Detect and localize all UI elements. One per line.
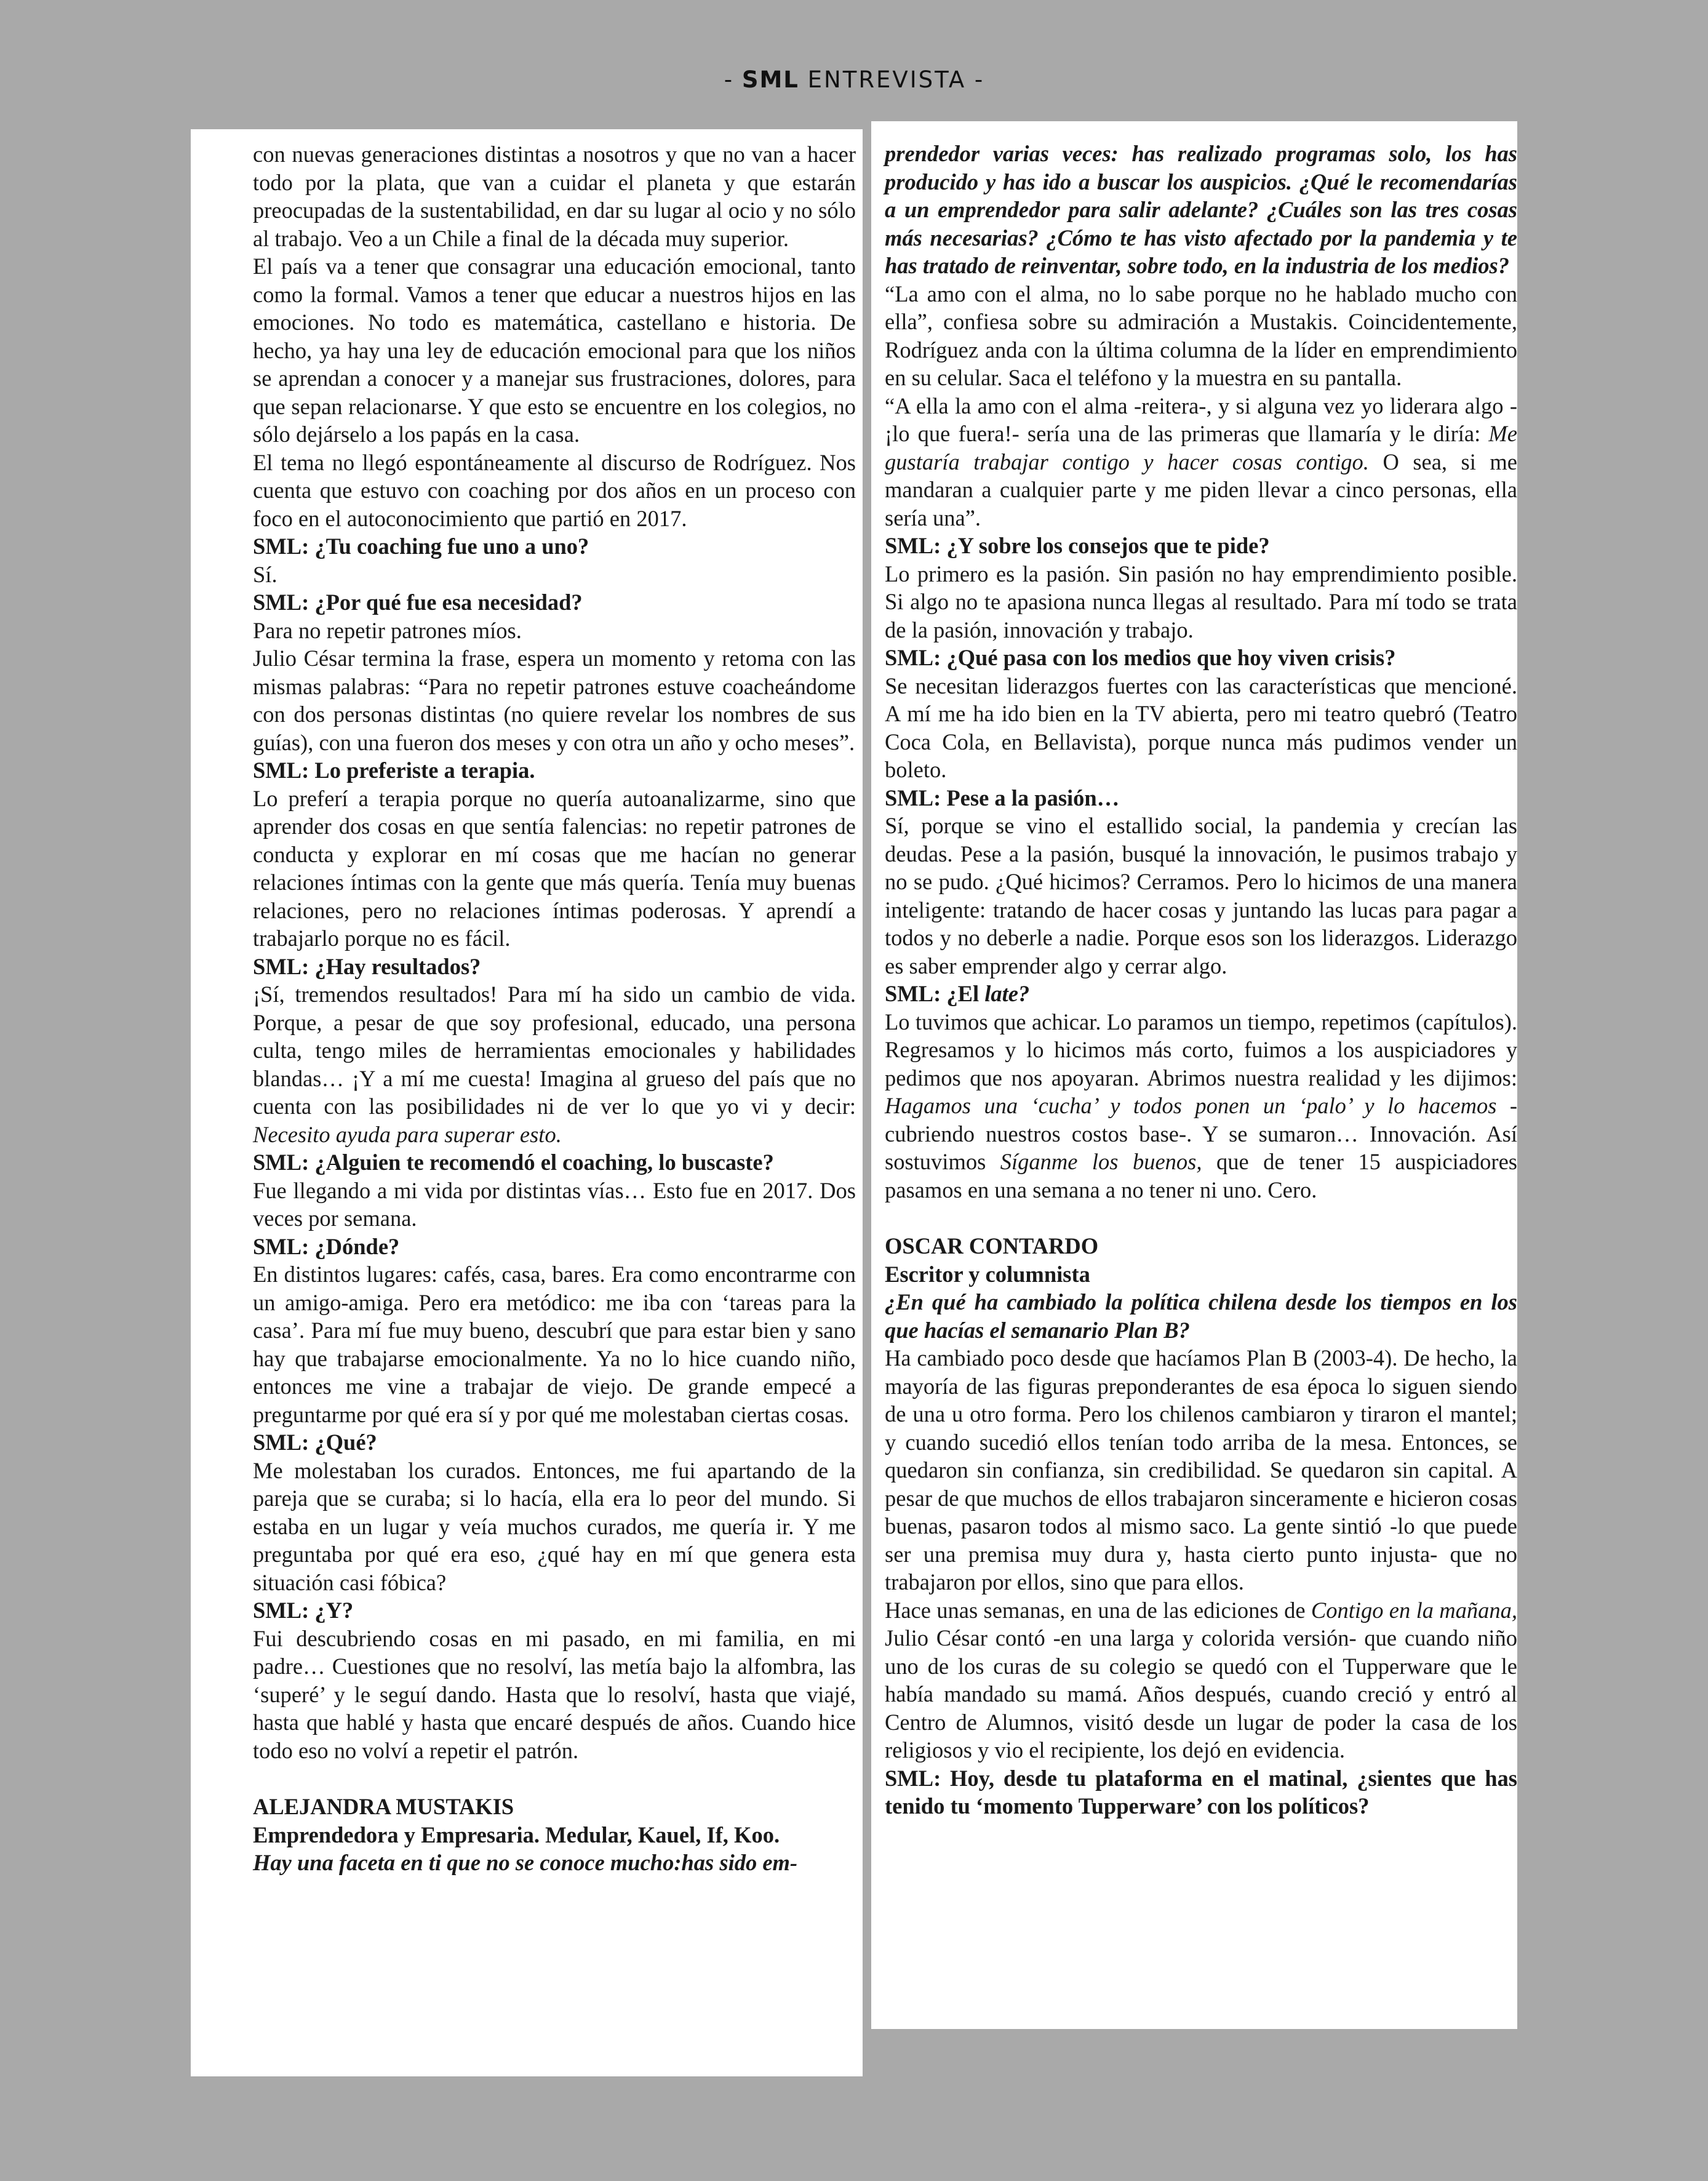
page-header bbox=[0, 66, 1708, 93]
interview-answer: Sí, porque se vino el estallido social, la pandemia y crecían las deudas. Pese a la pasión, busqué la innovación, le pusimos trabajo y no se pudo. ¿Qué hicimos? Cerramos. Pero lo hicimos de una manera inteligente: tratando de hacer cosas y juntando las lucas para pagar a todos y no deberle a nadie. Porque esos son los liderazgos. Liderazgo es saber emprender algo y cerrar algo. bbox=[885, 813, 1517, 978]
interview-question: SML: Lo preferiste a terapia. bbox=[253, 758, 535, 783]
interview-answer: Lo primero es la pasión. Sin pasión no hay emprendimiento posible. Si algo no te apasiona nunca llegas al resultado. Para mí todo se trata de la pasión, innovación y trabajo. bbox=[885, 561, 1517, 642]
interview-question bbox=[885, 980, 1517, 1008]
interview-answer: En distintos lugares: cafés, casa, bares. Era como encontrarme con un amigo-amiga. Pero era metódico: me iba con ‘tareas para la casa’. Para mí fue muy bueno, descubrí que para estar bien y sano hay que trabajarse emocionalmente. Ya no lo hice cuando niño, entonces me vine a trabajar de viejo. De grande empecé a preguntarme por qué era sí y por qué me molestaban ciertas cosas. bbox=[253, 1262, 856, 1427]
interview-question: SML: Hoy, desde tu plataforma en el matinal, ¿sientes que has tenido tu ‘momento Tupperware’ con los políticos? bbox=[885, 1765, 1517, 1819]
answer-text: Lo tuvimos que achicar. Lo paramos un tiempo, repetimos (capítulos). Regresamos y lo hicimos más corto, fuimos a los auspiciadores y pedimos que nos apoyaran. Abrimos nuestra realidad y les dijimos: bbox=[885, 1009, 1517, 1090]
interview-answer: Sí. bbox=[253, 561, 277, 587]
interviewee-name: OSCAR CONTARDO bbox=[885, 1233, 1099, 1259]
interview-answer: Me molestaban los curados. Entonces, me fui apartando de la pareja que se curaba; si lo hacía, ella era lo peor del mundo. Si estaba en un lugar y veía muchos curados, me quería ir. Y me preguntaba por qué era eso, ¿qué hay en mí que genera esta situación casi fóbica? bbox=[253, 1457, 856, 1595]
interviewee-role: Emprendedora y Empresaria. Medular, Kauel, If, Koo. bbox=[253, 1822, 780, 1847]
interview-question: SML: ¿Hay resultados? bbox=[253, 953, 481, 979]
answer-text: -cubriendo nuestros costos base-. Y se sumaron… Innovación. Así sostuvimos bbox=[885, 1093, 1517, 1174]
question-text: SML: ¿El bbox=[885, 981, 980, 1006]
section-spacer bbox=[885, 1204, 1517, 1232]
interview-question: prendedor varias veces: has realizado programas solo, los has producido y has ido a buscar los auspicios. ¿Qué le recomendarías a un emprendedor para salir adelante? ¿Cuáles son las tres cosas más necesarias? ¿Cómo te has visto afectado por la pandemia y te has tratado de reinventar, sobre todo, en la industria de los medios? bbox=[885, 141, 1517, 278]
paragraph: Julio César termina la frase, espera un momento y retoma con las mismas palabras: “Para no repetir patrones estuve coacheándome con dos personas distintas (no quiere revelar los nombres de sus guías), con una fueron dos meses y con otra un año y ocho meses”. bbox=[253, 646, 856, 755]
interview-answer: Se necesitan liderazgos fuertes con las características que mencioné. A mí me ha ido bien en la TV abierta, pero mi teatro quebró (Teatro Coca Cola, en Bellavista), porque nunca más pudimos vender un boleto. bbox=[885, 673, 1517, 782]
interview-question: SML: ¿Qué pasa con los medios que hoy viven crisis? bbox=[885, 645, 1396, 670]
answer-italic: Hagamos una ‘cucha’ y todos ponen un ‘palo’ y lo hacemos bbox=[885, 1093, 1497, 1118]
interview-question: SML: ¿Y? bbox=[253, 1598, 354, 1623]
interviewee-name: ALEJANDRA MUSTAKIS bbox=[253, 1794, 514, 1819]
interview-question: SML: ¿Alguien te recomendó el coaching, lo buscaste? bbox=[253, 1150, 774, 1175]
interviewee-role: Escritor y columnista bbox=[885, 1261, 1090, 1287]
interview-question: SML: ¿Dónde? bbox=[253, 1233, 400, 1259]
paragraph: “La amo con el alma, no lo sabe porque no he hablado mucho con ella”, confiesa sobre su admiración a Mustakis. Coincidentemente, Rodríguez anda con la última columna de la líder en emprendimiento en su celular. Saca el teléfono y la muestra en su pantalla. bbox=[885, 281, 1517, 390]
header-dash-left: - bbox=[724, 66, 734, 93]
interview-question: SML: ¿Tu coaching fue uno a uno? bbox=[253, 534, 589, 559]
paragraph: El tema no llegó espontáneamente al discurso de Rodríguez. Nos cuenta que estuvo con coaching por dos años en un proceso con foco en el autoconocimiento que partió en 2017. bbox=[253, 449, 856, 531]
paragraph: El país va a tener que consagrar una educación emocional, tanto como la formal. Vamos a tener que educar a nuestros hijos en las emociones. No todo es matemática, castellano e historia. De hecho, ya hay una ley de educación emocional para que los niños se aprendan a conocer y a manejar sus frustraciones, dolores, para que sepan relacionarse. Y que esto se encuentre en los colegios, no sólo dejárselo a los papás en la casa. bbox=[253, 254, 856, 447]
paragraph-text: “A ella la amo con el alma -reitera-, y si alguna vez yo liderara algo -¡lo que fuera!- sería una de las primeras que llamaría y le diría: bbox=[885, 393, 1517, 446]
section-name: ENTREVISTA bbox=[807, 66, 967, 93]
right-column-text bbox=[885, 140, 1517, 1820]
interview-answer bbox=[253, 980, 856, 1148]
interview-question: SML: ¿Y sobre los consejos que te pide? bbox=[885, 533, 1270, 558]
paragraph-text: O sea, si me mandaran a cualquier parte y me piden llevar a cinco personas, ella sería una”. bbox=[885, 449, 1518, 530]
paragraph-text: Julio César contó -en una larga y colorida versión- que cuando niño uno de los curas de su colegio se quedó con el Tupperware que le había mandado su mamá. Años después, cuando creció y entró al Centro de Alumnos, visitó desde un lugar de poder la casa de los religiosos y vio el recipiente, los dejó en evidencia. bbox=[885, 1625, 1517, 1763]
answer-italic: Síganme los buenos, bbox=[1000, 1149, 1202, 1174]
interview-answer: Ha cambiado poco desde que hacíamos Plan B (2003-4). De hecho, la mayoría de las figuras preponderantes de esa época lo siguen siendo de una u otro forma. Pero los chilenos cambiaron y tiraron el mantel; y cuando sucedió ellos tenían todo arriba de la mesa. Entonces, se quedaron sin confianza, sin credibilidad. Se quedaron sin capital. A pesar de que muchos de ellos trabajaron sinceramente e hicieron cosas buenas, pasaron todos al mismo saco. La gente sintió -lo que puede ser una premisa muy dura y, hasta cierto punto injusta- que no trabajaron por ellos, sino que para ellos. bbox=[885, 1345, 1517, 1595]
interview-answer: Fui descubriendo cosas en mi pasado, en mi familia, en mi padre… Cuestiones que no resolví, las metía bajo la alfombra, las ‘superé’ y le seguí dando. Hasta que lo resolví, hasta que viajé, hasta que hablé y hasta que encaré después de años. Cuando hice todo eso no volví a repetir el patrón. bbox=[253, 1625, 856, 1763]
answer-text: que de tener 15 auspiciadores pasamos en una semana a no tener ni uno. Cero. bbox=[885, 1149, 1517, 1203]
header-dash-right: - bbox=[974, 66, 984, 93]
interview-question: ¿En qué ha cambiado la política chilena desde los tiempos en los que hacías el semanario Plan B? bbox=[885, 1289, 1517, 1343]
paragraph-text: Hace unas semanas, en una de las ediciones de bbox=[885, 1597, 1306, 1623]
paragraph bbox=[885, 1596, 1517, 1764]
interview-question: SML: ¿Qué? bbox=[253, 1430, 377, 1455]
answer-italic: Necesito ayuda para superar esto. bbox=[253, 1121, 562, 1147]
paragraph-italic: Contigo en la mañana, bbox=[1311, 1597, 1518, 1623]
interview-question: SML: Pese a la pasión… bbox=[885, 785, 1120, 810]
interview-answer: Para no repetir patrones míos. bbox=[253, 617, 522, 643]
interview-answer: Lo preferí a terapia porque no quería autoanalizarme, sino que aprender dos cosas en que sentía falencias: no repetir patrones de conducta y explorar en mí cosas que me hacían no generar relaciones íntimas con la gente que más quería. Tenía muy buenas relaciones, pero no relaciones íntimas poderosas. Y aprendí a trabajarlo porque no es fácil. bbox=[253, 785, 856, 951]
interview-question: SML: ¿Por qué fue esa necesidad? bbox=[253, 590, 583, 615]
section-spacer bbox=[253, 1764, 856, 1793]
left-column-text bbox=[253, 140, 856, 1877]
paragraph-italic: Me gustaría trabajar contigo y hacer cosas contigo. bbox=[885, 421, 1518, 474]
question-italic: late? bbox=[984, 981, 1030, 1006]
left-column-panel bbox=[191, 129, 863, 2076]
interview-answer bbox=[885, 1008, 1517, 1204]
interview-answer: Fue llegando a mi vida por distintas vías… Esto fue en 2017. Dos veces por semana. bbox=[253, 1177, 856, 1231]
interview-question: Hay una faceta en ti que no se conoce mucho:has sido em- bbox=[253, 1850, 798, 1875]
magazine-brand: SML bbox=[741, 66, 799, 93]
right-column-panel bbox=[871, 121, 1517, 2029]
paragraph bbox=[885, 392, 1517, 532]
paragraph: con nuevas generaciones distintas a nosotros y que no van a hacer todo por la plata, que van a cuidar el planeta y que estarán preocupadas de la sustentabilidad, en dar su lugar al ocio y no sólo al trabajo. Veo a un Chile a final de la década muy superior. bbox=[253, 142, 856, 251]
answer-text: ¡Sí, tremendos resultados! Para mí ha sido un cambio de vida. Porque, a pesar de que soy profesional, educado, una persona culta, tengo miles de herramientas emocionales y habilidades blandas… ¡Y a mí me cuesta! Imagina al grueso del país que no cuenta con las posibilidades ni de ver lo que yo vi y decir: bbox=[253, 982, 856, 1119]
